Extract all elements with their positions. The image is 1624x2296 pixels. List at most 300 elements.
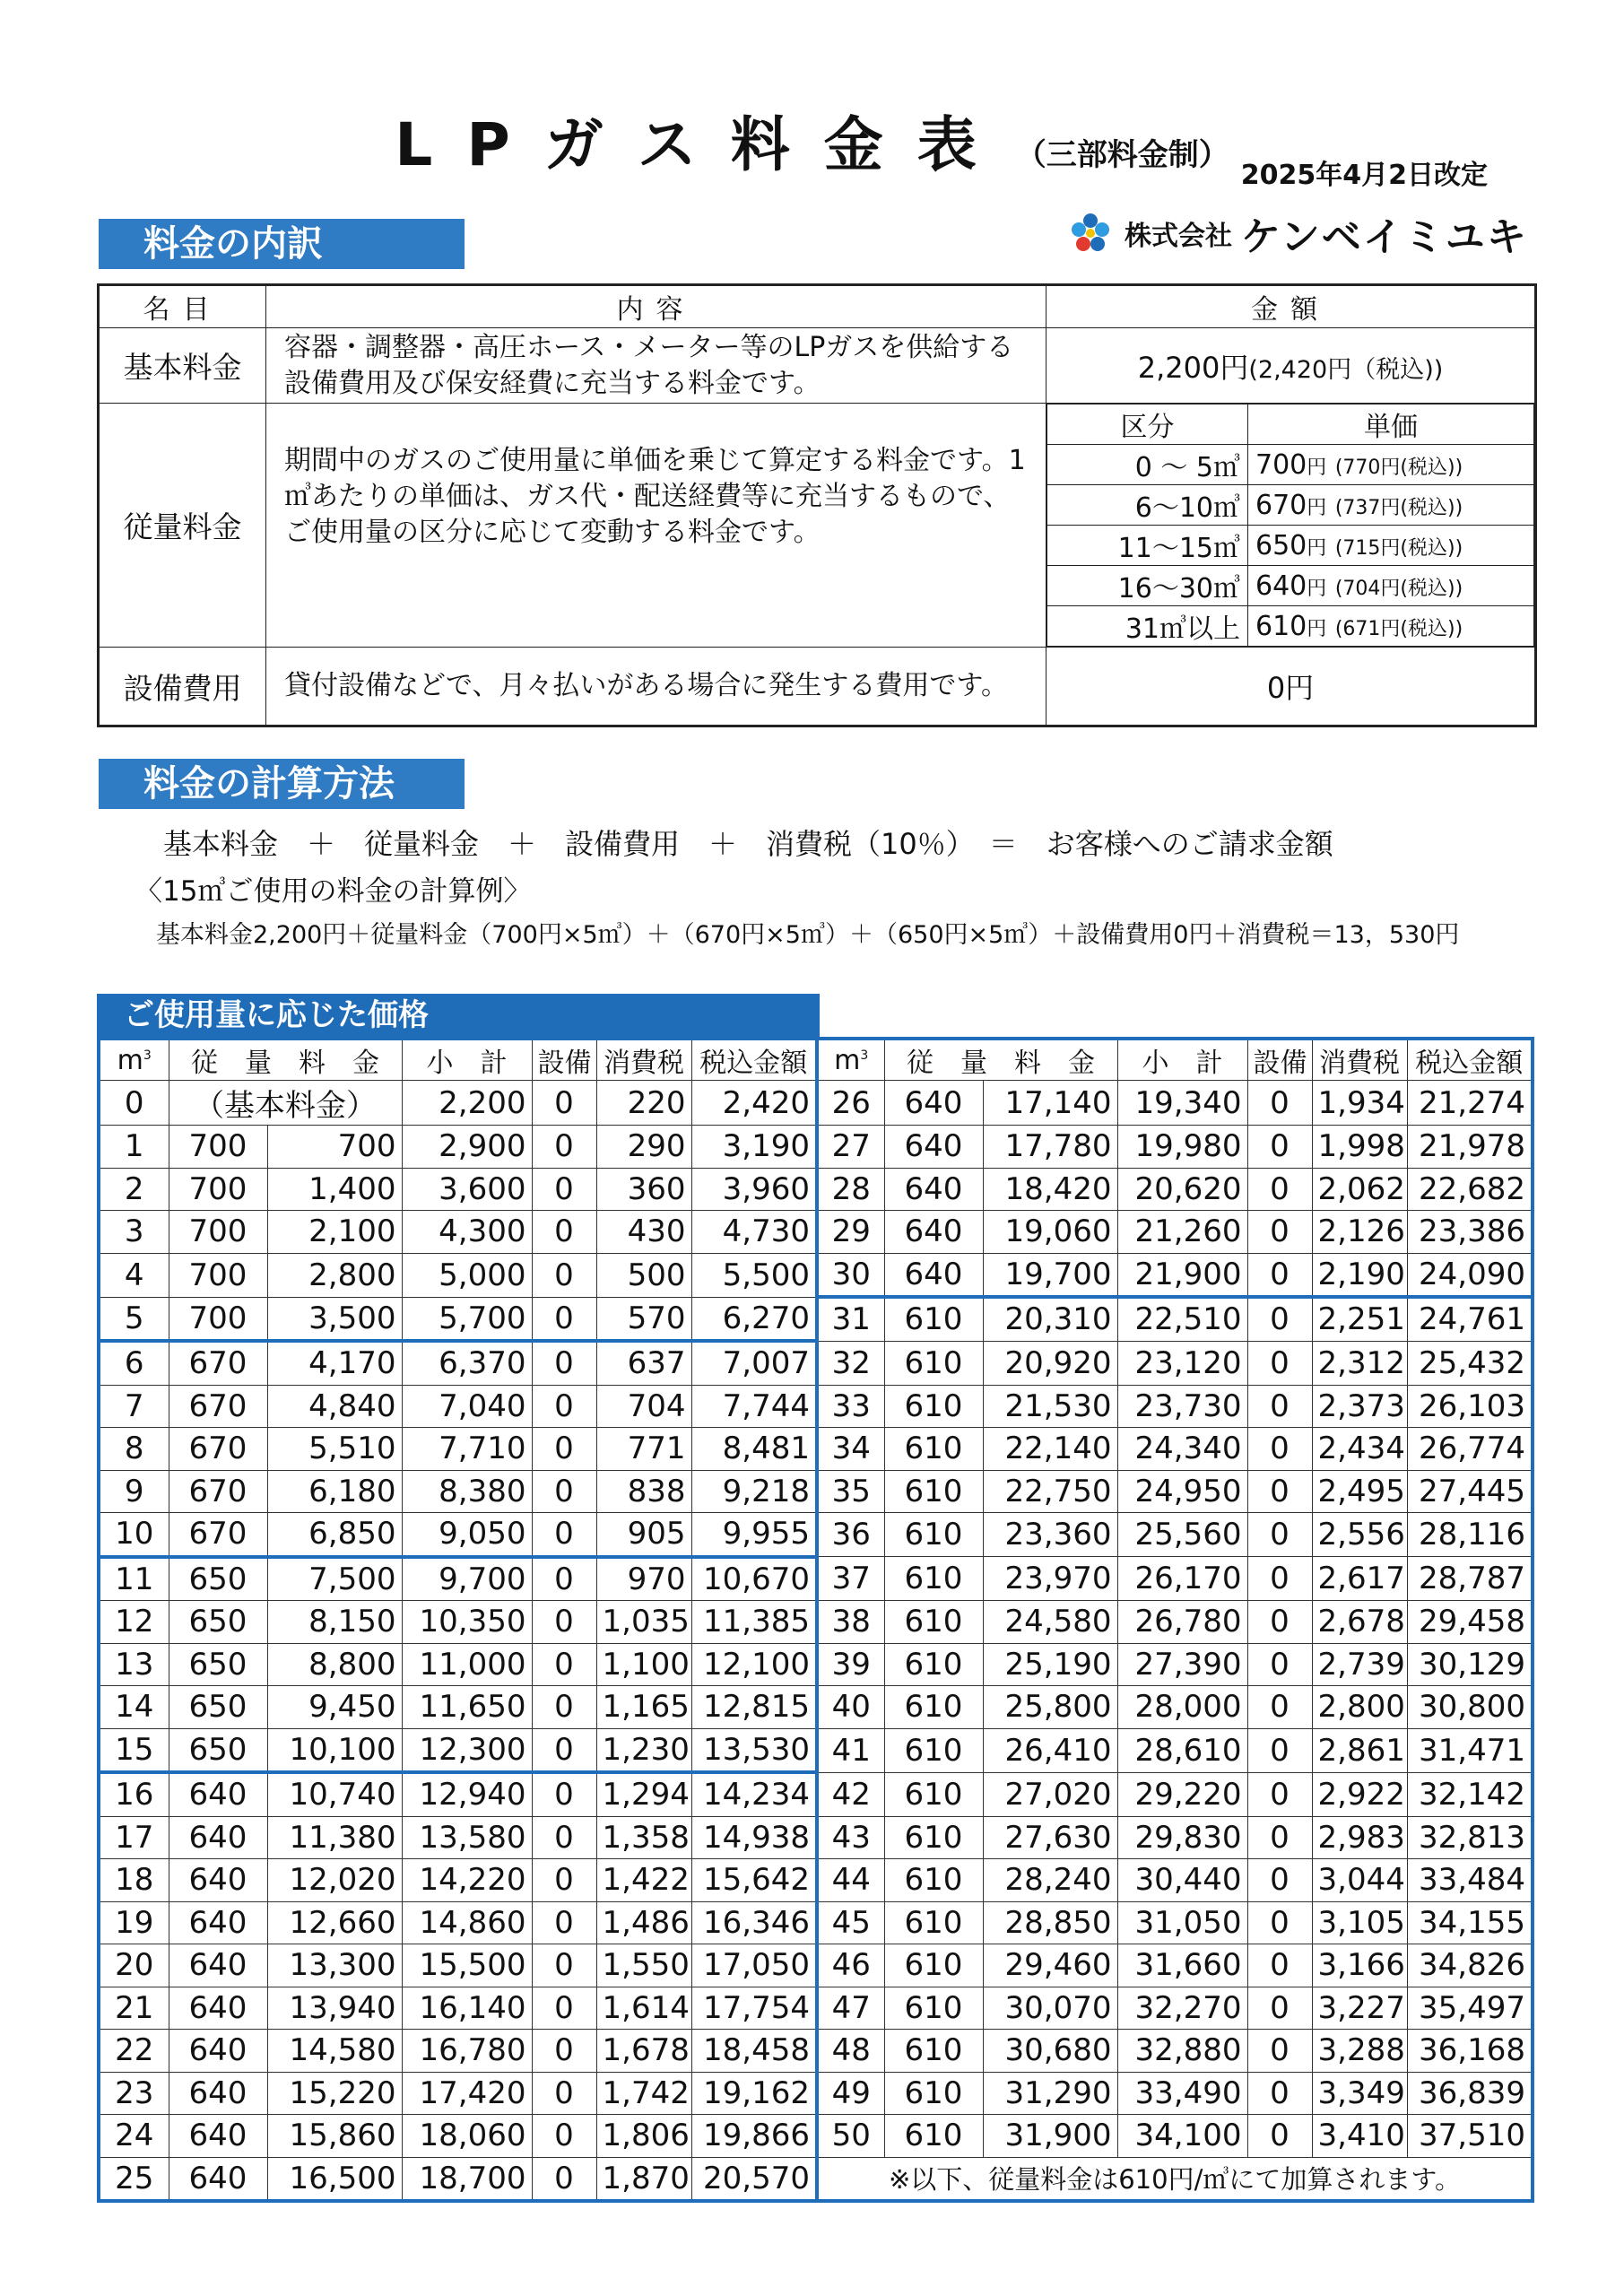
tax-cell: 704: [596, 1385, 691, 1428]
header-equipment: 設備: [532, 1039, 596, 1081]
tax-cell: 2,617: [1312, 1557, 1407, 1601]
total-cell: 19,866: [691, 2115, 817, 2158]
unit-price-cell: 640: [169, 2157, 267, 2201]
price-header-row: [99, 1039, 1533, 1081]
volume-cell: 24: [99, 2115, 169, 2158]
unit-price-cell: 640: [169, 2030, 267, 2073]
subtotal-cell: 31,660: [1117, 1944, 1247, 1987]
total-cell: 29,458: [1407, 1601, 1533, 1644]
subtotal-cell: 11,650: [402, 1686, 532, 1729]
volume-cell: 18: [99, 1859, 169, 1902]
equipment-cell: 0: [532, 1859, 596, 1902]
volume-cell: 30: [817, 1253, 884, 1297]
volume-cell: 41: [817, 1728, 884, 1772]
table-row: [99, 1987, 1533, 2030]
unit-price-cell: 610: [884, 1428, 983, 1471]
unit-price-cell: 610: [884, 1470, 983, 1513]
total-cell: 36,168: [1407, 2030, 1533, 2073]
total-cell: 3,960: [691, 1168, 817, 1211]
volume-cell: 45: [817, 1901, 884, 1944]
tier-price-unit: 円: [1307, 617, 1327, 640]
total-cell: 4,730: [691, 1211, 817, 1254]
subtotal-cell: 33,490: [1117, 2072, 1247, 2115]
tier-price-tax: (737円(税込)): [1334, 496, 1463, 519]
tax-cell: 570: [596, 1297, 691, 1341]
usage-fee-cell: 23,360: [983, 1513, 1117, 1557]
usage-tier-cell: [1046, 404, 1536, 648]
equipment-cell: 0: [1247, 1557, 1312, 1601]
equipment-cell: 0: [1247, 1168, 1312, 1211]
subtotal-cell: 26,780: [1117, 1601, 1247, 1644]
equipment-cell: 0: [532, 1081, 596, 1126]
company-name: ケンベイミユキ: [1241, 214, 1528, 260]
equipment-cell: 0: [1247, 1987, 1312, 2030]
volume-cell: 50: [817, 2115, 884, 2158]
unit-price-cell: 640: [169, 2072, 267, 2115]
equipment-cell: 0: [1247, 1772, 1312, 1816]
tax-cell: 2,922: [1312, 1772, 1407, 1816]
tier-header-row: [1047, 404, 1534, 445]
unit-price-cell: 610: [884, 1341, 983, 1385]
total-cell: 28,787: [1407, 1557, 1533, 1601]
subtotal-cell: 16,140: [402, 1987, 532, 2030]
equipment-cell: 0: [532, 1253, 596, 1297]
subtotal-cell: 29,830: [1117, 1816, 1247, 1859]
tier-price-tax: (715円(税込)): [1334, 536, 1463, 560]
table-row: [99, 1081, 1533, 1126]
equipment-cell: 0: [1247, 1211, 1312, 1254]
tax-cell: 360: [596, 1168, 691, 1211]
unit-price-cell: 670: [169, 1428, 267, 1471]
equipment-cell: 0: [532, 2072, 596, 2115]
subtotal-cell: 21,260: [1117, 1211, 1247, 1254]
tier-row: [1047, 485, 1534, 526]
tax-cell: 2,251: [1312, 1297, 1407, 1341]
subtotal-cell: 3,600: [402, 1168, 532, 1211]
table-row: [99, 1385, 1533, 1428]
unit-price-cell: 610: [884, 1859, 983, 1902]
table-row: [99, 2157, 1533, 2201]
volume-cell: 17: [99, 1816, 169, 1859]
tier-price: [1248, 485, 1534, 526]
subtotal-cell: 5,000: [402, 1253, 532, 1297]
unit-price-cell: 650: [169, 1728, 267, 1772]
volume-cell: 47: [817, 1987, 884, 2030]
subtotal-cell: 28,610: [1117, 1728, 1247, 1772]
total-cell: 17,050: [691, 1944, 817, 1987]
equipment-cell: 0: [532, 1557, 596, 1601]
total-cell: 23,386: [1407, 1211, 1533, 1254]
tax-cell: 3,166: [1312, 1944, 1407, 1987]
unit-price-cell: 610: [884, 1643, 983, 1686]
header-volume: $m^3$: [99, 1039, 169, 1081]
volume-cell: 43: [817, 1816, 884, 1859]
table-row: [99, 2115, 1533, 2158]
tier-row: [1047, 445, 1534, 485]
subtotal-cell: 15,500: [402, 1944, 532, 1987]
subtotal-cell: 25,560: [1117, 1513, 1247, 1557]
volume-cell: 34: [817, 1428, 884, 1471]
header-tax: 消費税: [596, 1039, 691, 1081]
total-cell: 31,471: [1407, 1728, 1533, 1772]
unit-price-cell: 610: [884, 1816, 983, 1859]
table-row: [99, 1944, 1533, 1987]
example-title: 〈15㎥ご使用の料金の計算例〉: [135, 875, 532, 908]
table-row: [99, 1341, 1533, 1385]
table-row: [99, 1428, 1533, 1471]
volume-cell: 42: [817, 1772, 884, 1816]
tier-price-tax: (671円(税込)): [1334, 617, 1463, 640]
tier-header-price: 単価: [1248, 404, 1534, 445]
equipment-cell: 0: [532, 2030, 596, 2073]
title-main: LPガス料金表: [395, 110, 1011, 179]
title-sub: （三部料金制）: [1015, 137, 1229, 173]
subtotal-cell: 9,050: [402, 1513, 532, 1557]
tier-row: [1047, 566, 1534, 606]
breakdown-row-equipment: [99, 648, 1536, 726]
table-row: [99, 1772, 1533, 1816]
tax-cell: 3,410: [1312, 2115, 1407, 2158]
header-name: 名目: [99, 285, 266, 328]
tier-price-value: 610: [1255, 610, 1307, 642]
tax-cell: 3,227: [1312, 1987, 1407, 2030]
unit-price-cell: 700: [169, 1168, 267, 1211]
table-row: [99, 1168, 1533, 1211]
tier-price-value: 700: [1255, 448, 1307, 481]
tax-cell: 500: [596, 1253, 691, 1297]
equipment-cell: 0: [532, 1901, 596, 1944]
tax-cell: 3,349: [1312, 2072, 1407, 2115]
total-cell: 19,162: [691, 2072, 817, 2115]
tax-cell: 2,800: [1312, 1686, 1407, 1729]
header-total: 税込金額: [691, 1039, 817, 1081]
volume-cell: 27: [817, 1126, 884, 1169]
table-row: [99, 1901, 1533, 1944]
subtotal-cell: 28,000: [1117, 1686, 1247, 1729]
volume-cell: 20: [99, 1944, 169, 1987]
tax-cell: 1,806: [596, 2115, 691, 2158]
equipment-cell: 0: [1247, 1428, 1312, 1471]
equipment-cell: 0: [532, 1470, 596, 1513]
volume-cell: 16: [99, 1772, 169, 1816]
unit-price-cell: 610: [884, 2030, 983, 2073]
total-cell: 27,445: [1407, 1470, 1533, 1513]
tax-cell: 1,614: [596, 1987, 691, 2030]
tier-range: 6～10㎥: [1047, 485, 1248, 526]
table-row: [99, 1686, 1533, 1729]
usage-fee-cell: 15,220: [267, 2072, 402, 2115]
subtotal-cell: 8,380: [402, 1470, 532, 1513]
total-cell: 13,530: [691, 1728, 817, 1772]
company-type: 株式会社: [1125, 221, 1232, 252]
usage-fee-cell: 20,920: [983, 1341, 1117, 1385]
subtotal-cell: 16,780: [402, 2030, 532, 2073]
volume-cell: 5: [99, 1297, 169, 1341]
unit-price-cell: 640: [884, 1211, 983, 1254]
usage-fee-cell: 5,510: [267, 1428, 402, 1471]
unit-price-cell: 610: [884, 1385, 983, 1428]
table-row: [99, 1728, 1533, 1772]
subtotal-cell: 14,860: [402, 1901, 532, 1944]
table-row: [99, 2030, 1533, 2073]
tax-cell: 220: [596, 1081, 691, 1126]
total-cell: 35,497: [1407, 1987, 1533, 2030]
unit-price-cell: 610: [884, 2115, 983, 2158]
total-cell: 11,385: [691, 1601, 817, 1644]
subtotal-cell: 5,700: [402, 1297, 532, 1341]
total-cell: 37,510: [1407, 2115, 1533, 2158]
table-row: [99, 1859, 1533, 1902]
equipment-cell: 0: [532, 1601, 596, 1644]
tier-price-value: 670: [1255, 489, 1307, 521]
price-table: [97, 1037, 1534, 2203]
equipment-cell: 0: [532, 1643, 596, 1686]
usage-fee-cell: 8,150: [267, 1601, 402, 1644]
subtotal-cell: 30,440: [1117, 1859, 1247, 1902]
subtotal-cell: 22,510: [1117, 1297, 1247, 1341]
equipment-cell: 0: [1247, 1513, 1312, 1557]
usage-fee-cell: 30,070: [983, 1987, 1117, 2030]
equipment-cell: 0: [1247, 1341, 1312, 1385]
unit-price-cell: 640: [169, 1772, 267, 1816]
usage-fee-cell: 18,420: [983, 1168, 1117, 1211]
section-calc-heading: 料金の計算方法: [99, 759, 465, 809]
volume-cell: 1: [99, 1126, 169, 1169]
unit-price-cell: 670: [169, 1513, 267, 1557]
volume-cell: 7: [99, 1385, 169, 1428]
header-subtotal: 小 計: [402, 1039, 532, 1081]
breakdown-table: [97, 283, 1537, 727]
equipment-cell: 0: [532, 1211, 596, 1254]
usage-fee-cell: 2,100: [267, 1211, 402, 1254]
volume-cell: 49: [817, 2072, 884, 2115]
unit-price-cell: 640: [884, 1168, 983, 1211]
equipment-cell: 0: [1247, 2115, 1312, 2158]
usage-fee-cell: 21,530: [983, 1385, 1117, 1428]
volume-cell: 15: [99, 1728, 169, 1772]
total-cell: 12,100: [691, 1643, 817, 1686]
unit-price-cell: 670: [169, 1385, 267, 1428]
tier-range: 31㎥以上: [1047, 606, 1248, 647]
total-cell: 15,642: [691, 1859, 817, 1902]
equipment-cell: 0: [532, 1168, 596, 1211]
tier-price-tax: (770円(税込)): [1334, 456, 1463, 479]
subtotal-cell: 26,170: [1117, 1557, 1247, 1601]
table-row: [99, 1601, 1533, 1644]
total-cell: 3,190: [691, 1126, 817, 1169]
equipment-cell: 0: [1247, 2030, 1312, 2073]
tier-price-unit: 円: [1307, 536, 1327, 560]
total-cell: 24,761: [1407, 1297, 1533, 1341]
usage-fee-cell: 4,170: [267, 1341, 402, 1385]
table-row: [99, 1557, 1533, 1601]
subtotal-cell: 10,350: [402, 1601, 532, 1644]
volume-cell: 25: [99, 2157, 169, 2201]
tax-cell: 1,870: [596, 2157, 691, 2201]
equipment-cell: 0: [1247, 1728, 1312, 1772]
usage-fee-cell: 16,500: [267, 2157, 402, 2201]
unit-price-cell: 700: [169, 1297, 267, 1341]
subtotal-cell: 32,880: [1117, 2030, 1247, 2073]
equipment-cell: 0: [532, 1987, 596, 2030]
tax-cell: 1,486: [596, 1901, 691, 1944]
usage-name: 従量料金: [99, 404, 266, 648]
usage-fee-cell: 26,410: [983, 1728, 1117, 1772]
equipment-cell: 0: [532, 1686, 596, 1729]
tax-cell: 1,100: [596, 1643, 691, 1686]
usage-fee-cell: 10,740: [267, 1772, 402, 1816]
revision-date: 2025年4月2日改定: [1240, 160, 1488, 191]
usage-fee-cell: 24,580: [983, 1601, 1117, 1644]
total-cell: 34,826: [1407, 1944, 1533, 1987]
equipment-cell: 0: [1247, 1643, 1312, 1686]
unit-price-cell: 610: [884, 1944, 983, 1987]
total-cell: 30,800: [1407, 1686, 1533, 1729]
usage-fee-cell: 12,660: [267, 1901, 402, 1944]
subtotal-cell: 23,730: [1117, 1385, 1247, 1428]
tier-price-value: 640: [1255, 570, 1307, 602]
total-cell: 34,155: [1407, 1901, 1533, 1944]
volume-cell: 23: [99, 2072, 169, 2115]
unit-price-cell: 640: [169, 1901, 267, 1944]
table-row: [99, 2072, 1533, 2115]
usage-fee-cell: 14,580: [267, 2030, 402, 2073]
tier-range: 16～30㎥: [1047, 566, 1248, 606]
unit-price-cell: 610: [884, 1987, 983, 2030]
unit-price-cell: 640: [884, 1253, 983, 1297]
equipment-cell: 0: [1247, 1297, 1312, 1341]
equipment-cell: 0: [532, 1126, 596, 1169]
tax-cell: 3,288: [1312, 2030, 1407, 2073]
tax-cell: 838: [596, 1470, 691, 1513]
tax-cell: 3,044: [1312, 1859, 1407, 1902]
header-usage-fee: 従 量 料 金: [169, 1039, 402, 1081]
subtotal-cell: 19,340: [1117, 1081, 1247, 1126]
total-cell: 9,955: [691, 1513, 817, 1557]
equipment-cell: 0: [1247, 2072, 1312, 2115]
volume-cell: 33: [817, 1385, 884, 1428]
unit-price-cell: 700: [169, 1126, 267, 1169]
unit-price-cell: 610: [884, 1557, 983, 1601]
equipment-cell: 0: [1247, 1901, 1312, 1944]
total-cell: 12,815: [691, 1686, 817, 1729]
equipment-amount: 0円: [1046, 648, 1536, 726]
breakdown-row-basic: [99, 328, 1536, 404]
tax-cell: 970: [596, 1557, 691, 1601]
usage-fee-cell: 25,800: [983, 1686, 1117, 1729]
tax-cell: 2,556: [1312, 1513, 1407, 1557]
volume-cell: 3: [99, 1211, 169, 1254]
basic-amount: [1046, 328, 1536, 404]
tier-header-range: 区分: [1047, 404, 1248, 445]
unit-price-cell: 640: [169, 1816, 267, 1859]
unit-price-cell: 640: [169, 2115, 267, 2158]
subtotal-cell: 2,900: [402, 1126, 532, 1169]
tax-cell: 2,062: [1312, 1168, 1407, 1211]
header-subtotal: 小 計: [1117, 1039, 1247, 1081]
equipment-cell: 0: [1247, 1686, 1312, 1729]
usage-content: 期間中のガスのご使用量に単価を乗じて算定する料金です。1㎥あたりの単価は、ガス代・配送経費等に充当するもので、ご使用量の区分に応じて変動する料金です。: [266, 404, 1046, 648]
unit-price-cell: 610: [884, 1686, 983, 1729]
volume-cell: 14: [99, 1686, 169, 1729]
unit-price-cell: 650: [169, 1686, 267, 1729]
total-cell: 7,744: [691, 1385, 817, 1428]
tax-cell: 1,742: [596, 2072, 691, 2115]
equipment-content: 貸付設備などで、月々払いがある場合に発生する費用です。: [266, 648, 1046, 726]
tax-cell: 2,495: [1312, 1470, 1407, 1513]
tax-cell: 430: [596, 1211, 691, 1254]
tier-price-unit: 円: [1307, 496, 1327, 519]
header-equipment: 設備: [1247, 1039, 1312, 1081]
subtotal-cell: 27,390: [1117, 1643, 1247, 1686]
usage-fee-cell: 31,290: [983, 2072, 1117, 2115]
usage-fee-cell: 6,180: [267, 1470, 402, 1513]
subtotal-cell: 13,580: [402, 1816, 532, 1859]
total-cell: 18,458: [691, 2030, 817, 2073]
unit-price-cell: 610: [884, 1601, 983, 1644]
flower-logo-icon: [1065, 208, 1116, 258]
company-logo: [1065, 208, 1528, 258]
volume-cell: 35: [817, 1470, 884, 1513]
unit-price-cell: 670: [169, 1470, 267, 1513]
basic-fee-label: （基本料金）: [169, 1081, 402, 1126]
usage-fee-cell: 23,970: [983, 1557, 1117, 1601]
header-usage-fee: 従 量 料 金: [884, 1039, 1117, 1081]
tax-cell: 637: [596, 1341, 691, 1385]
tax-cell: 2,126: [1312, 1211, 1407, 1254]
subtotal-cell: 21,900: [1117, 1253, 1247, 1297]
equipment-cell: 0: [1247, 1816, 1312, 1859]
total-cell: 25,432: [1407, 1341, 1533, 1385]
equipment-cell: 0: [1247, 1944, 1312, 1987]
usage-fee-cell: 17,140: [983, 1081, 1117, 1126]
tax-cell: 2,373: [1312, 1385, 1407, 1428]
volume-cell: 38: [817, 1601, 884, 1644]
tax-cell: 1,422: [596, 1859, 691, 1902]
subtotal-cell: 11,000: [402, 1643, 532, 1686]
tier-range: 0 ～ 5㎥: [1047, 445, 1248, 485]
usage-fee-cell: 1,400: [267, 1168, 402, 1211]
table-row: [99, 1297, 1533, 1341]
tax-cell: 905: [596, 1513, 691, 1557]
subtotal-cell: 7,710: [402, 1428, 532, 1471]
total-cell: 20,570: [691, 2157, 817, 2201]
table-row: [99, 1470, 1533, 1513]
usage-fee-cell: 19,060: [983, 1211, 1117, 1254]
equipment-cell: 0: [532, 1728, 596, 1772]
subtotal-cell: 34,100: [1117, 2115, 1247, 2158]
usage-fee-cell: 27,630: [983, 1816, 1117, 1859]
volume-cell: 0: [99, 1081, 169, 1126]
tier-price-tax: (704円(税込)): [1334, 577, 1463, 600]
tier-price-unit: 円: [1307, 456, 1327, 479]
volume-cell: 28: [817, 1168, 884, 1211]
total-cell: 22,682: [1407, 1168, 1533, 1211]
unit-price-cell: 610: [884, 1513, 983, 1557]
total-cell: 17,754: [691, 1987, 817, 2030]
volume-cell: 8: [99, 1428, 169, 1471]
total-cell: 32,142: [1407, 1772, 1533, 1816]
unit-price-cell: 610: [884, 1901, 983, 1944]
usage-fee-cell: 22,140: [983, 1428, 1117, 1471]
equipment-cell: 0: [1247, 1081, 1312, 1126]
unit-price-cell: 670: [169, 1341, 267, 1385]
volume-cell: 11: [99, 1557, 169, 1601]
table-row: [99, 1253, 1533, 1297]
volume-cell: 32: [817, 1341, 884, 1385]
total-cell: 14,234: [691, 1772, 817, 1816]
basic-amount-value: 2,200円: [1137, 350, 1249, 385]
